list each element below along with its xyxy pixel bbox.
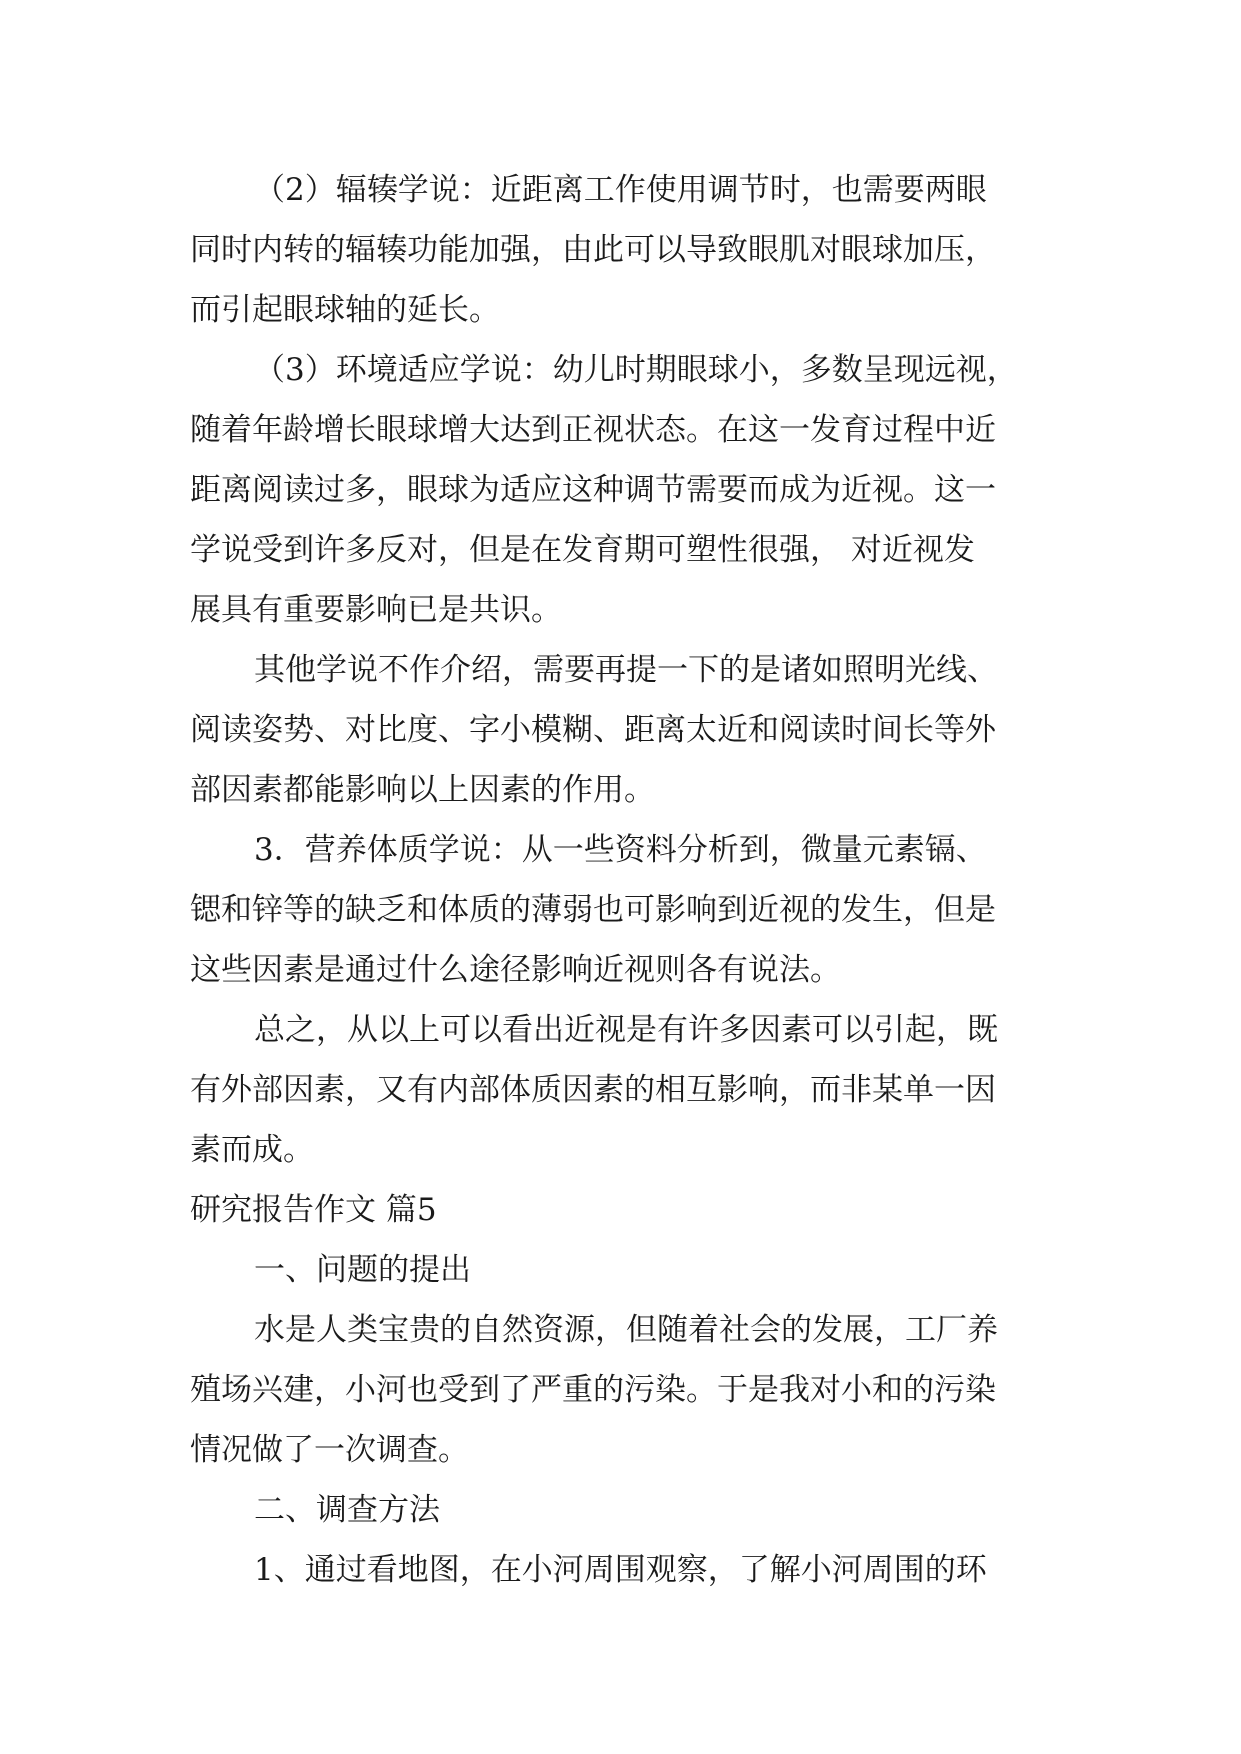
document-body (190, 160, 1070, 1600)
paragraph-line: 有外部因素，又有内部体质因素的相互影响，而非某单一因 (190, 1072, 996, 1108)
paragraph-line: 其他学说不作介绍，需要再提一下的是诸如照明光线、 (254, 652, 998, 688)
paragraph-line: 1、通过看地图，在小河周围观察，了解小河周围的环 (254, 1552, 987, 1588)
paragraph-line: 阅读姿势、对比度、字小模糊、距离太近和阅读时间长等外 (190, 712, 996, 748)
paragraph-line: 水是人类宝贵的自然资源，但随着社会的发展，工厂养 (254, 1312, 998, 1348)
paragraph-line: 距离阅读过多，眼球为适应这种调节需要而成为近视。这一 (190, 472, 996, 508)
paragraph-line: 这些因素是通过什么途径影响近视则各有说法。 (190, 952, 841, 988)
paragraph-line: 3．营养体质学说：从一些资料分析到，微量元素镉、 (254, 832, 987, 868)
paragraph-line: 情况做了一次调查。 (190, 1432, 469, 1468)
paragraph-line: 部因素都能影响以上因素的作用。 (190, 772, 655, 808)
paragraph-line: 总之，从以上可以看出近视是有许多因素可以引起，既 (254, 1012, 998, 1048)
section-heading: 一、问题的提出 (254, 1252, 471, 1288)
paragraph-line: 而引起眼球轴的延长。 (190, 292, 500, 328)
paragraph-line: 殖场兴建，小河也受到了严重的污染。于是我对小和的污染 (190, 1372, 996, 1408)
paragraph-line: 锶和锌等的缺乏和体质的薄弱也可影响到近视的发生，但是 (190, 892, 996, 928)
paragraph-line: 素而成。 (190, 1132, 314, 1168)
paragraph-line: （3）环境适应学说：幼儿时期眼球小，多数呈现远视， (254, 352, 1018, 388)
paragraph-line: 随着年龄增长眼球增大达到正视状态。在这一发育过程中近 (190, 412, 996, 448)
paragraph-line: 学说受到许多反对，但是在发育期可塑性很强， 对近视发 (190, 532, 975, 568)
section-title: 研究报告作文 篇5 (190, 1192, 437, 1228)
section-heading: 二、调查方法 (254, 1492, 440, 1528)
paragraph-line: 同时内转的辐辏功能加强，由此可以导致眼肌对眼球加压， (190, 232, 996, 268)
paragraph-line: 展具有重要影响已是共识。 (190, 592, 562, 628)
paragraph-line: （2）辐辏学说：近距离工作使用调节时，也需要两眼 (254, 172, 987, 208)
